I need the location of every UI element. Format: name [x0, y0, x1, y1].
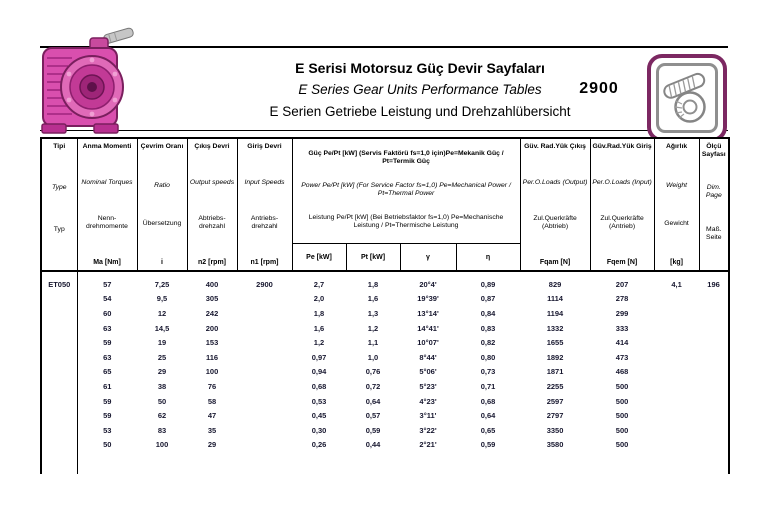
table-cell: [654, 350, 699, 365]
table-cell: 500: [615, 411, 629, 421]
table-cell: 12: [157, 308, 167, 318]
label-giris-unit: n1 [rpm]: [250, 258, 279, 266]
table-cell: 14°41': [417, 323, 439, 333]
table-cell: [520, 452, 590, 474]
table-cell: [237, 379, 292, 394]
table-cell: 19°39': [417, 294, 439, 304]
label-fqam-de: Zul.Querkräfte (Abtrieb): [533, 214, 577, 230]
subcol-gamma: γ: [400, 244, 456, 272]
table-cell: 0,26: [311, 440, 327, 450]
table-cell: 1,2: [313, 338, 325, 348]
table-cell: [654, 379, 699, 394]
worm-gear-icon: [656, 63, 718, 133]
table-cell: 3350: [546, 425, 564, 435]
col-header-radial-load-input: [590, 138, 654, 271]
subcol-pe: Pe [kW]: [292, 244, 346, 272]
table-cell: 0,71: [480, 381, 496, 391]
label-fqam-unit: Fqam [N]: [539, 258, 571, 266]
label-anma-en: Nominal Torques: [81, 178, 133, 186]
label-cikis-tr: Çıkış Devri: [194, 143, 230, 150]
table-cell: 829: [548, 279, 562, 289]
table-cell: 63: [103, 323, 112, 333]
table-cell: 100: [205, 367, 219, 377]
table-cell: [41, 379, 77, 394]
table-cell: [654, 394, 699, 409]
table-cell: [699, 321, 729, 336]
label-olcu-de: Maß. Seite: [706, 225, 722, 241]
table-row: [41, 365, 729, 380]
table-cell: [237, 306, 292, 321]
table-cell: [654, 408, 699, 423]
table-cell: 5°23': [419, 381, 437, 391]
table-cell: [41, 438, 77, 453]
table-cell: [41, 292, 77, 307]
table-cell: 500: [615, 396, 629, 406]
label-giris-de: Antriebs-drehzahl: [250, 214, 279, 230]
table-cell: [346, 452, 400, 474]
col-header-output-speed: [187, 138, 237, 271]
subcol-eta: η: [456, 244, 520, 272]
table-cell: 0,68: [480, 396, 496, 406]
table-cell: 0,68: [311, 381, 327, 391]
table-cell: 0,30: [311, 425, 327, 435]
label-cevrim-tr: Çevrim Oranı: [140, 143, 184, 150]
table-row: [41, 394, 729, 409]
table-cell: [237, 292, 292, 307]
table-cell: [237, 438, 292, 453]
table-cell: [237, 408, 292, 423]
table-cell: 0,72: [365, 381, 381, 391]
col-header-nominal-torque: [77, 138, 137, 271]
table-cell: 1871: [546, 367, 564, 377]
table-cell: 299: [615, 308, 629, 318]
table-cell: [187, 452, 237, 474]
table-cell: 59: [103, 396, 112, 406]
table-cell: 100: [155, 440, 169, 450]
table-cell: 2,7: [313, 279, 325, 289]
table-cell: [400, 452, 456, 474]
table-cell: 4,1: [671, 279, 682, 289]
table-cell: [654, 423, 699, 438]
table-cell: 1,8: [367, 279, 379, 289]
label-anma-tr: Anma Momenti: [82, 143, 132, 150]
table-cell: 47: [207, 411, 217, 421]
table-cell: 50: [157, 396, 167, 406]
table-row: [41, 335, 729, 350]
table-cell: 29: [207, 440, 217, 450]
table-cell: [41, 365, 77, 380]
subcol-pt: Pt [kW]: [346, 244, 400, 272]
table-cell: [654, 321, 699, 336]
table-cell: 1655: [546, 338, 564, 348]
table-cell: [41, 350, 77, 365]
table-cell: 54: [103, 294, 112, 304]
table-cell: 14,5: [154, 323, 170, 333]
table-cell: 10°07': [417, 338, 439, 348]
table-cell: 0,87: [480, 294, 496, 304]
label-olcu-en: Dim. Page: [705, 184, 722, 200]
label-giris-en: Input Speeds: [244, 178, 285, 186]
table-cell: 38: [157, 381, 167, 391]
table-cell: [41, 423, 77, 438]
table-row: [41, 350, 729, 365]
table-cell: 0,53: [311, 396, 327, 406]
table-cell: 58: [207, 396, 217, 406]
table-cell: 414: [615, 338, 629, 348]
col-header-ratio: [137, 138, 187, 271]
table-cell: 19: [157, 338, 167, 348]
performance-table: [40, 137, 730, 474]
label-fqam-en: Per.O.Loads (Output): [522, 178, 588, 186]
table-cell: [699, 438, 729, 453]
table-cell: [699, 306, 729, 321]
table-cell: 35: [207, 425, 217, 435]
table-cell: [237, 365, 292, 380]
table-cell: 0,65: [480, 425, 496, 435]
table-cell: 500: [615, 440, 629, 450]
table-cell: 0,84: [480, 308, 496, 318]
table-cell: 1,3: [367, 308, 379, 318]
table-cell: [41, 452, 77, 474]
table-cell: [590, 452, 654, 474]
table-cell: 1892: [546, 352, 564, 362]
table-row: [41, 292, 729, 307]
label-tipi-tr: Tipi: [53, 143, 66, 150]
table-cell: [41, 306, 77, 321]
table-cell: 53: [103, 425, 112, 435]
table-cell: 0,64: [365, 396, 381, 406]
table-cell: [699, 365, 729, 380]
label-guc-en: Power Pe/Pt [kW] (For Service Factor fs=1,0) Pe=Mechanical Power / Pt=Thermal Power: [301, 181, 511, 197]
table-row: [41, 408, 729, 423]
table-cell: [699, 394, 729, 409]
table-cell: [237, 335, 292, 350]
table-cell: [237, 350, 292, 365]
table-cell: 0,64: [480, 411, 496, 421]
table-cell: 0,57: [365, 411, 381, 421]
table-cell: 1,6: [313, 323, 325, 333]
col-header-input-speed: [237, 138, 292, 271]
table-cell: 3580: [546, 440, 564, 450]
table-cell: 500: [615, 425, 629, 435]
table-filler-row: [41, 452, 729, 474]
table-cell: 473: [615, 352, 629, 362]
label-fqam-tr: Güv. Rad.Yük Çıkış: [524, 143, 586, 150]
table-cell: 278: [615, 294, 629, 304]
table-cell: [41, 394, 77, 409]
table-cell: 196: [699, 271, 729, 292]
label-fqem-en: Per.O.Loads (Input): [592, 178, 652, 186]
table-cell: 0,97: [311, 352, 327, 362]
table-row: [41, 306, 729, 321]
table-cell: [699, 292, 729, 307]
table-cell: [699, 408, 729, 423]
table-cell: [654, 335, 699, 350]
worm-gear-icon-frame: [647, 54, 727, 142]
table-cell: 61: [103, 381, 112, 391]
table-cell: 5°06': [419, 367, 437, 377]
table-cell: 63: [103, 352, 112, 362]
table-cell: 0,89: [480, 279, 496, 289]
table-cell: 9,5: [156, 294, 168, 304]
table-cell: [237, 423, 292, 438]
label-cevrim-de: Übersetzung: [142, 220, 182, 228]
col-header-dimension-page: [699, 138, 729, 271]
table-cell: [699, 379, 729, 394]
table-cell: [292, 452, 346, 474]
table-cell: 116: [205, 352, 219, 362]
table-cell: 1332: [546, 323, 564, 333]
table-cell: 200: [205, 323, 219, 333]
table-cell: 400: [205, 279, 219, 289]
label-agirlik-de: Gewicht: [664, 220, 689, 228]
title-turkish: E Serisi Motorsuz Güç Devir Sayfaları: [295, 60, 545, 76]
label-tipi-de: Typ: [53, 225, 65, 233]
table-cell: 2,0: [313, 294, 325, 304]
title-english: E Series Gear Units Performance Tables: [298, 82, 542, 98]
table-cell: 2900: [256, 279, 273, 289]
col-header-weight: [654, 138, 699, 271]
label-tipi-en: Type: [51, 184, 67, 192]
col-header-power-group: [292, 138, 520, 244]
table-cell: 305: [205, 294, 219, 304]
table-row: [41, 271, 729, 292]
table-row: [41, 423, 729, 438]
table-cell: 0,76: [365, 367, 381, 377]
table-body: [41, 271, 729, 474]
page-title-block: [225, 60, 615, 119]
table-cell: [654, 292, 699, 307]
table-cell: 0,83: [480, 323, 496, 333]
table-cell: 2255: [546, 381, 564, 391]
table-cell: 1,6: [367, 294, 379, 304]
table-cell: [41, 408, 77, 423]
table-cell: 0,73: [480, 367, 496, 377]
table-cell: 2597: [546, 396, 564, 406]
table-cell: [237, 394, 292, 409]
table-cell: [654, 438, 699, 453]
table-cell: [699, 423, 729, 438]
input-speed-value: 2900: [579, 80, 619, 97]
table-cell: 57: [103, 279, 112, 289]
table-cell: [456, 452, 520, 474]
table-cell: 20°4': [419, 279, 437, 289]
label-guc-tr: Güç Pe/Pt [kW] (Servis Faktörü fs=1,0 için)Pe=Mekanik Güç / Pt=Termik Güç: [308, 149, 504, 165]
table-cell: [77, 452, 137, 474]
table-cell: [137, 452, 187, 474]
table-cell: 1114: [547, 294, 563, 304]
label-cikis-en: Output speeds: [189, 178, 235, 186]
table-cell: 1,2: [367, 323, 379, 333]
label-cikis-unit: n2 [rpm]: [198, 258, 226, 266]
table-cell: [654, 365, 699, 380]
label-fqem-de: Zul.Querkräfte (Antrieb): [600, 214, 644, 230]
table-cell: 0,82: [480, 338, 496, 348]
table-cell: 333: [615, 323, 629, 333]
table-cell: 0,94: [311, 367, 327, 377]
table-cell: [237, 321, 292, 336]
table-cell: 2797: [546, 411, 564, 421]
table-cell: 60: [103, 308, 112, 318]
table-cell: 242: [205, 308, 219, 318]
table-cell: 2°21': [419, 440, 437, 450]
label-cikis-de: Abtriebs-drehzahl: [198, 214, 226, 230]
table-cell: 3°11': [419, 411, 437, 421]
table-cell: 207: [615, 279, 629, 289]
table-cell: 59: [103, 338, 112, 348]
table-cell: 7,25: [154, 279, 170, 289]
table-cell: [41, 321, 77, 336]
table-cell: 76: [207, 381, 217, 391]
table-row: [41, 321, 729, 336]
col-header-radial-load-output: [520, 138, 590, 271]
label-anma-unit: Ma [Nm]: [93, 258, 121, 266]
table-cell: [237, 452, 292, 474]
label-olcu-tr: Ölçü Sayfası: [701, 143, 726, 159]
table-row: [41, 438, 729, 453]
label-fqem-tr: Güv.Rad.Yük Giriş: [592, 143, 652, 150]
table-cell: 0,45: [311, 411, 327, 421]
table-cell: 0,44: [365, 440, 381, 450]
table-cell: 1,0: [367, 352, 379, 362]
title-german: E Serien Getriebe Leistung und Drehzahlübersicht: [269, 103, 571, 119]
table-cell: 50: [103, 440, 112, 450]
table-row: [41, 379, 729, 394]
table-cell: 0,80: [480, 352, 496, 362]
table-cell: 62: [157, 411, 167, 421]
table-cell: [654, 452, 699, 474]
table-cell: 65: [103, 367, 112, 377]
table-cell: 83: [157, 425, 167, 435]
table-cell: 468: [615, 367, 629, 377]
label-fqem-unit: Fqem [N]: [606, 258, 638, 266]
table-cell: 500: [615, 381, 629, 391]
table-cell: 0,59: [480, 440, 496, 450]
table-cell: 1,1: [367, 338, 379, 348]
label-giris-tr: Giriş Devri: [247, 143, 282, 150]
label-cevrim-unit: i: [161, 258, 163, 266]
table-cell: 0,59: [365, 425, 381, 435]
label-agirlik-tr: Ağırlık: [665, 143, 688, 150]
table-cell: [654, 306, 699, 321]
label-anma-de: Nenn-drehmomente: [86, 214, 128, 230]
table-cell: 4°23': [419, 396, 437, 406]
table-cell: [699, 452, 729, 474]
table-cell: 3°22': [419, 425, 437, 435]
label-guc-de: Leistung Pe/Pt [kW] (Bei Betriebsfaktor fs=1,0) Pe=Mechanische Leistung / Pt=Thermische Leistung: [308, 213, 504, 229]
table-cell: 153: [205, 338, 219, 348]
col-header-type: [41, 138, 77, 271]
table-cell: 59: [103, 411, 112, 421]
table-cell: 8°44': [419, 352, 437, 362]
table-cell: 25: [157, 352, 167, 362]
label-cevrim-en: Ratio: [154, 181, 170, 189]
label-agirlik-unit: [kg]: [670, 258, 683, 266]
table-cell: 1194: [546, 308, 564, 318]
table-cell: 29: [157, 367, 167, 377]
label-agirlik-en: Weight: [666, 181, 688, 189]
table-cell: ET050: [41, 271, 77, 292]
worm-gearbox-product-image: [38, 24, 144, 138]
table-cell: 13°14': [417, 308, 439, 318]
table-cell: [699, 335, 729, 350]
table-cell: 1,8: [313, 308, 325, 318]
table-cell: [41, 335, 77, 350]
table-cell: [699, 350, 729, 365]
